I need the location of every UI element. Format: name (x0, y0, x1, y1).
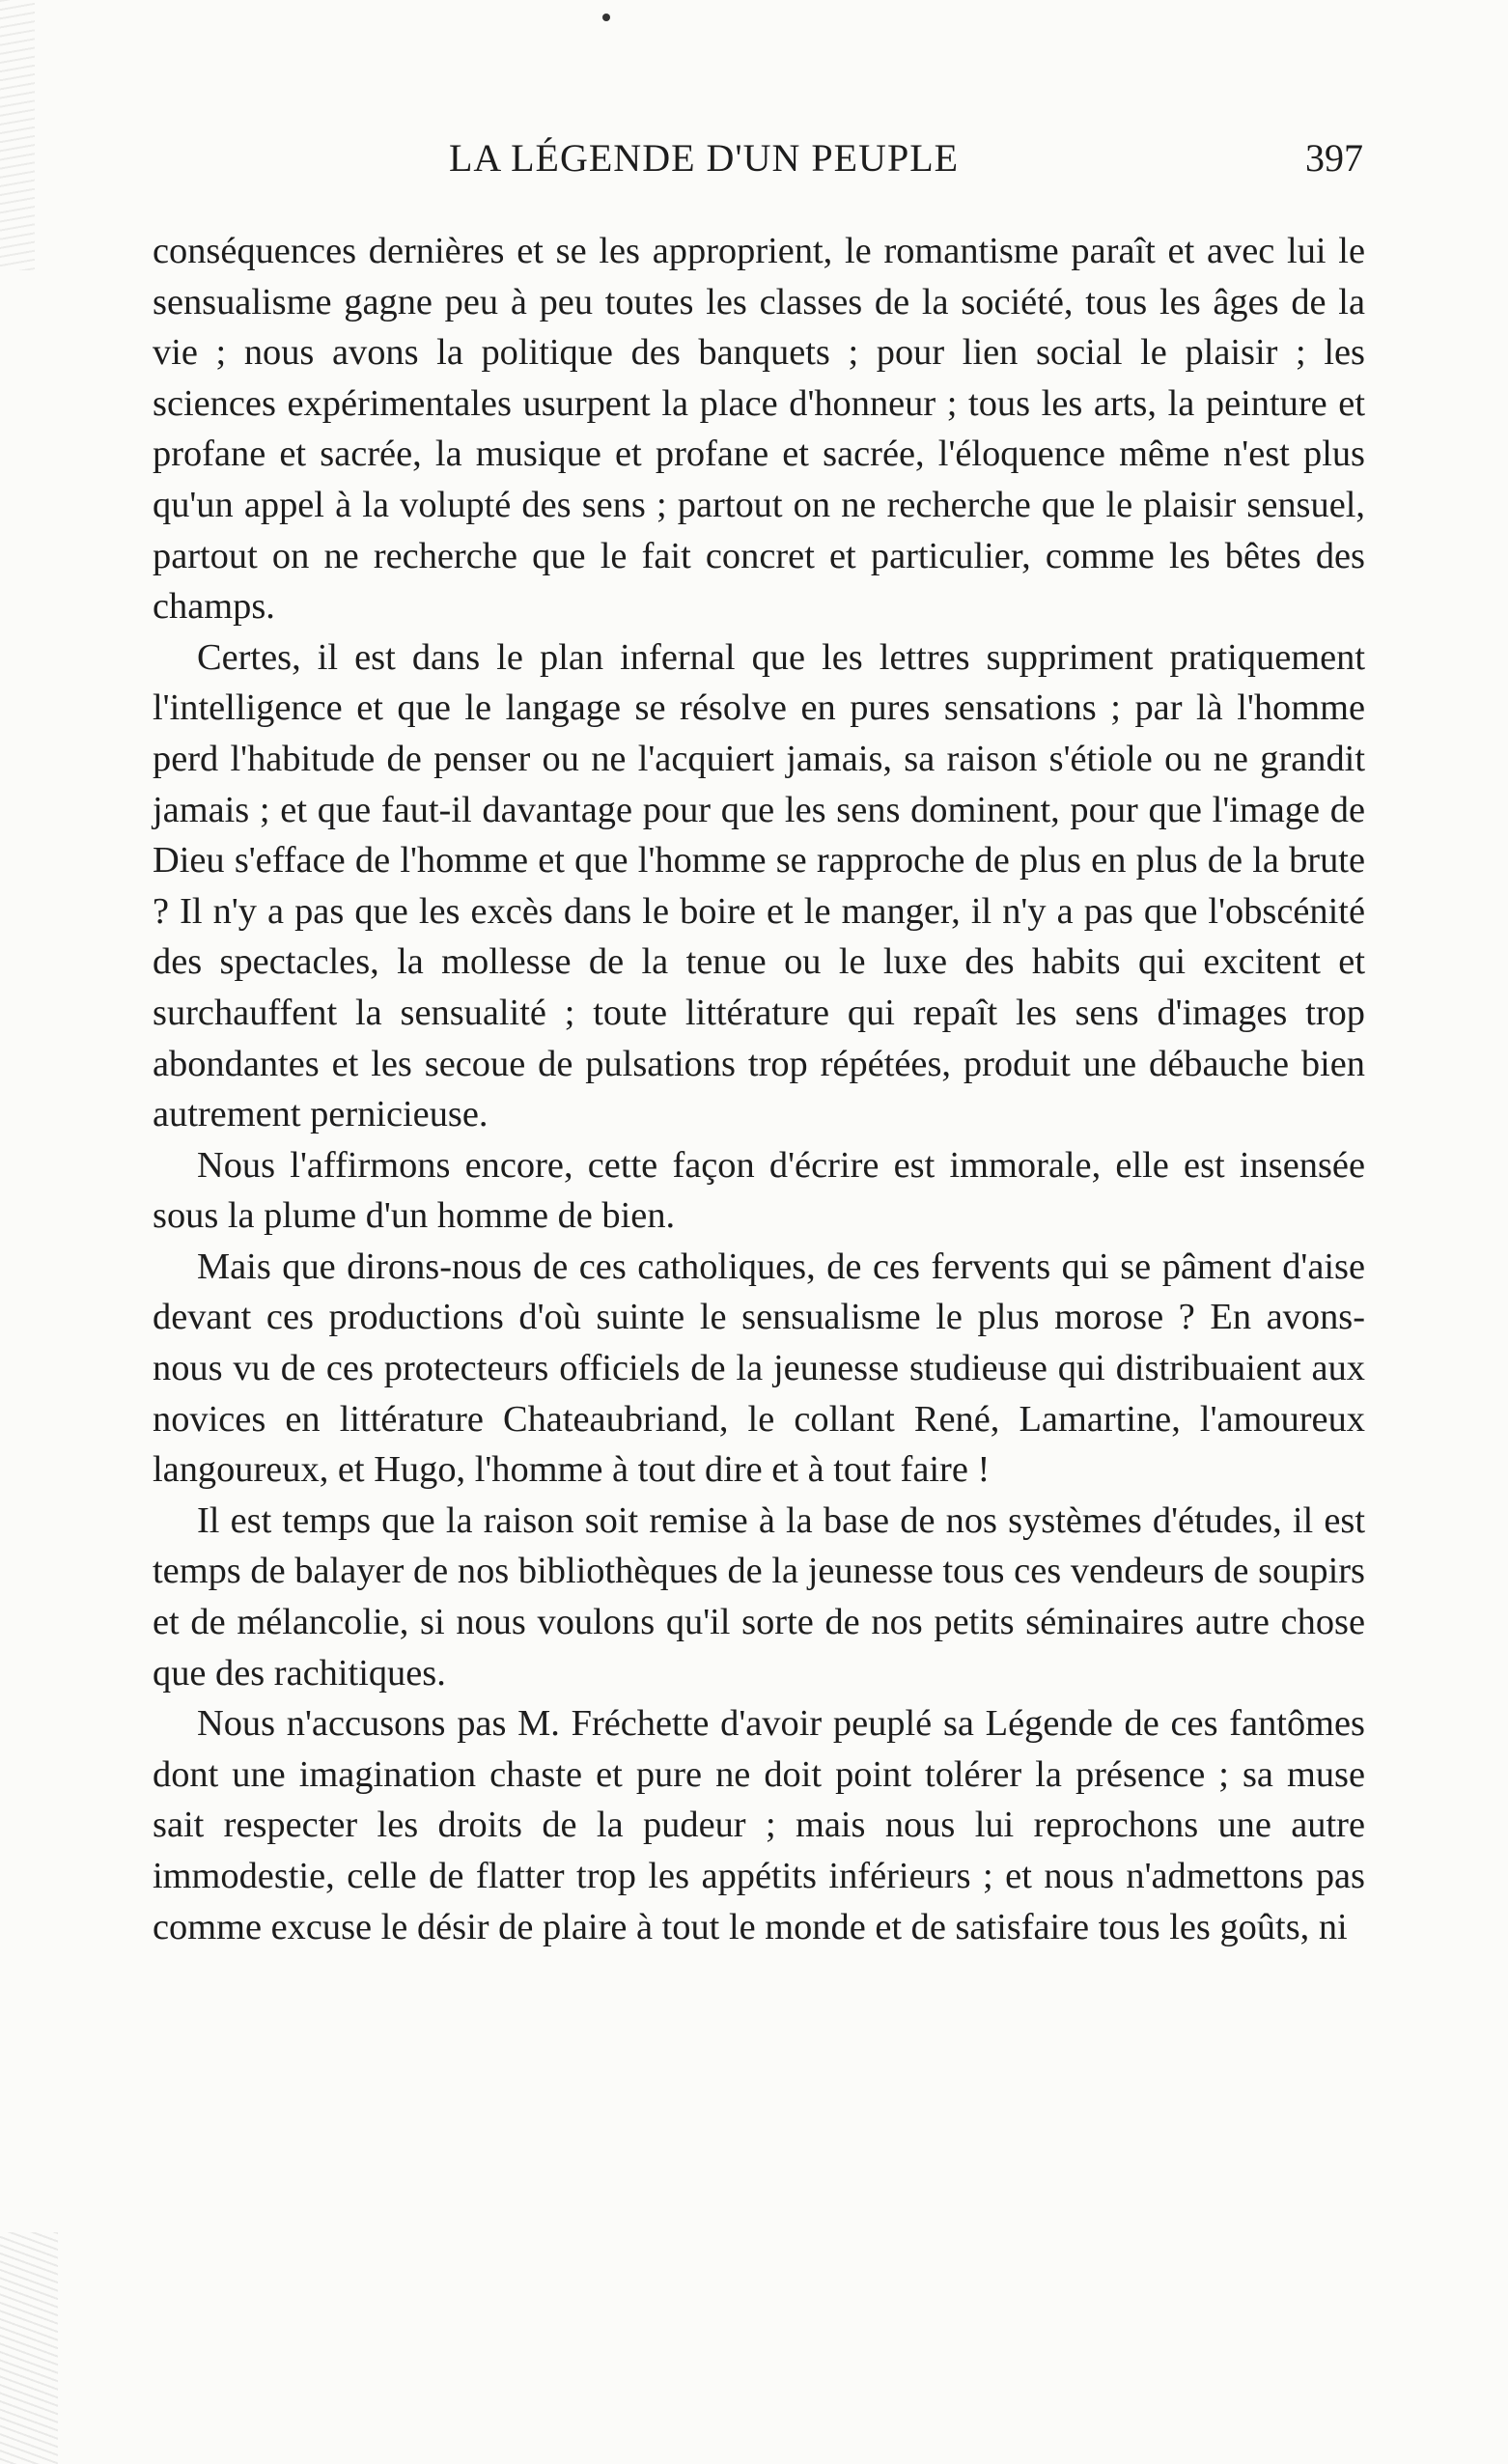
page-number: 397 (1305, 136, 1363, 180)
paragraph: Mais que dirons-nous de ces catholiques, de ces fervents qui se pâment d'aise devant ces productions d'où suinte le sensualisme le plus morose ? En avons-nous vu de ces protecteurs officiels de la jeunesse studieuse qui distribuaient aux novices en littérature Chateaubriand, le collant René, Lamartine, l'amoureux langoureux, et Hugo, l'homme à tout dire et à tout faire ! (153, 1246, 1365, 1491)
paragraph: Nous n'accusons pas M. Fréchette d'avoir peuplé sa Légende de ces fantômes dont une imagination chaste et pure ne doit point tolérer la présence ; sa muse sait respecter les droits de la pudeur ; mais nous lui reprochons une autre immodestie, celle de flatter trop les appétits inférieurs ; et nous n'admettons pas comme excuse le désir de plaire à tout le monde et de satisfaire tous les goûts, ni (153, 1703, 1365, 1947)
page-edge-texture (0, 0, 35, 270)
running-title: LA LÉGENDE D'UN PEUPLE (449, 136, 960, 180)
paragraph: Nous l'affirmons encore, cette façon d'écrire est immorale, elle est insensée sous la plume d'un homme de bien. (153, 1144, 1365, 1237)
paragraph: Certes, il est dans le plan infernal que les lettres suppriment pratiquement l'intelligence et que le langage se résolve en pures sensations ; par là l'homme perd l'habitude de penser ou ne l'acquiert jamais, sa raison s'étiole ou ne grandit jamais ; et que faut-il davantage pour que les sens dominent, pour que l'image de Dieu s'efface de l'homme et que l'homme se rapproche de plus en plus de la brute ? Il n'y a pas que les excès dans le boire et le manger, il n'y a pas que l'obscénité des spectacles, la mollesse de la tenue ou le luxe des habits qui excitent et surchauffent la sensualité ; toute littérature qui repaît les sens d'images trop abondantes et les secoue de pulsations trop répétées, produit une débauche bien autrement pernicieuse. (153, 636, 1365, 1135)
paragraph: Il est temps que la raison soit remise à la base de nos systèmes d'études, il est temps de balayer de nos bibliothèques de la jeunesse tous ces vendeurs de soupirs et de mélancolie, si nous voulons qu'il sorte de nos petits séminaires autre chose que des rachitiques. (153, 1499, 1365, 1694)
ink-speck (602, 14, 610, 21)
page-edge-texture (0, 2232, 58, 2464)
running-head (154, 135, 1363, 193)
paragraph: conséquences dernières et se les approprient, le romantisme paraît et avec lui le sensualisme gagne peu à peu toutes les classes de la société, tous les âges de la vie ; nous avons la politique des banquets ; pour lien social le plaisir ; les sciences expérimentales usurpent la place d'honneur ; tous les arts, la peinture et profane et sacrée, la musique et profane et sacrée, l'éloquence même n'est plus qu'un appel à la volupté des sens ; partout on ne recherche que le plaisir sensuel, partout on ne recherche que le fait concret et particulier, comme les bêtes des champs. (153, 231, 1365, 628)
body-text (153, 226, 1365, 1952)
